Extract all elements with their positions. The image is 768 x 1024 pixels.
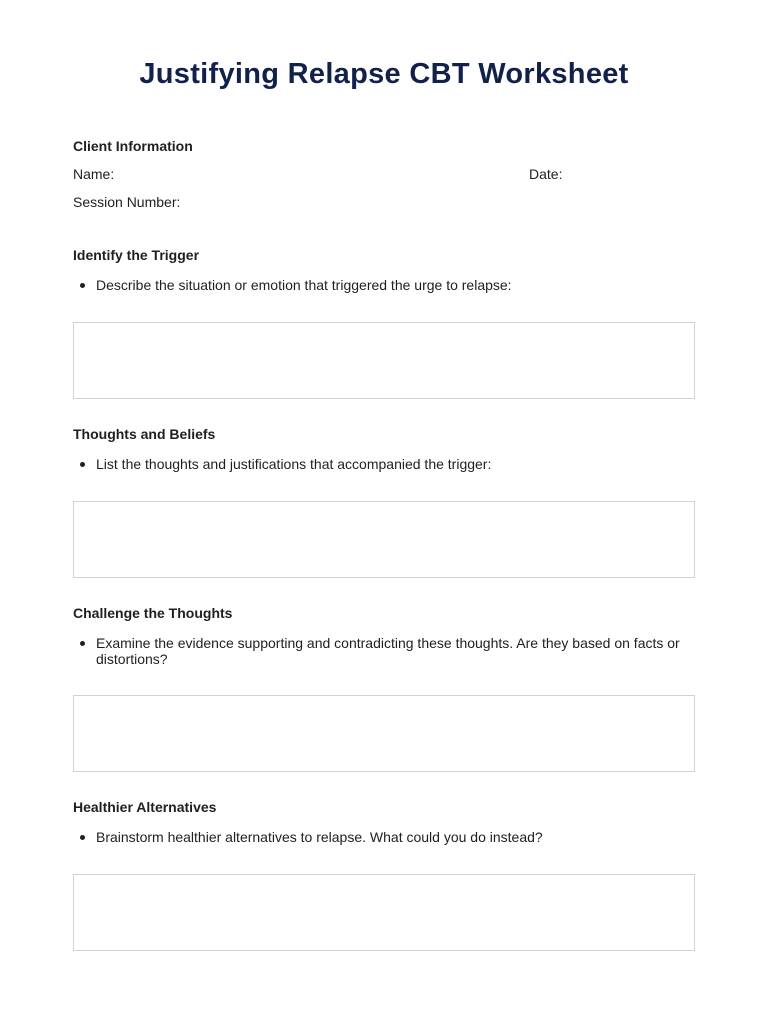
page-title: Justifying Relapse CBT Worksheet bbox=[139, 58, 629, 90]
section-heading-thoughts: Thoughts and Beliefs bbox=[73, 426, 216, 442]
answer-box-trigger[interactable] bbox=[73, 322, 695, 399]
answer-box-alternatives[interactable] bbox=[73, 874, 695, 951]
prompt-text: Brainstorm healthier alternatives to relapse. What could you do instead? bbox=[96, 829, 543, 845]
session-number-field-label: Session Number: bbox=[73, 194, 181, 210]
bullet-prompt-challenge bbox=[80, 635, 680, 667]
name-field-label: Name: bbox=[73, 166, 115, 182]
bullet-icon bbox=[80, 283, 85, 288]
date-field-label: Date: bbox=[529, 166, 563, 182]
prompt-text: Examine the evidence supporting and contradicting these thoughts. Are they based on facts or distortions? bbox=[96, 635, 680, 667]
prompt-text: List the thoughts and justifications that accompanied the trigger: bbox=[96, 456, 492, 472]
client-info-heading: Client Information bbox=[73, 138, 193, 154]
prompt-text: Describe the situation or emotion that triggered the urge to relapse: bbox=[96, 277, 512, 293]
answer-box-challenge[interactable] bbox=[73, 695, 695, 772]
bullet-icon bbox=[80, 641, 85, 646]
bullet-icon bbox=[80, 462, 85, 467]
section-heading-alternatives: Healthier Alternatives bbox=[73, 799, 217, 815]
bullet-icon bbox=[80, 835, 85, 840]
section-heading-trigger: Identify the Trigger bbox=[73, 247, 200, 263]
section-heading-challenge: Challenge the Thoughts bbox=[73, 605, 233, 621]
bullet-prompt-trigger bbox=[80, 277, 680, 293]
bullet-prompt-alternatives bbox=[80, 829, 680, 845]
bullet-prompt-thoughts bbox=[80, 456, 680, 472]
answer-box-thoughts[interactable] bbox=[73, 501, 695, 578]
